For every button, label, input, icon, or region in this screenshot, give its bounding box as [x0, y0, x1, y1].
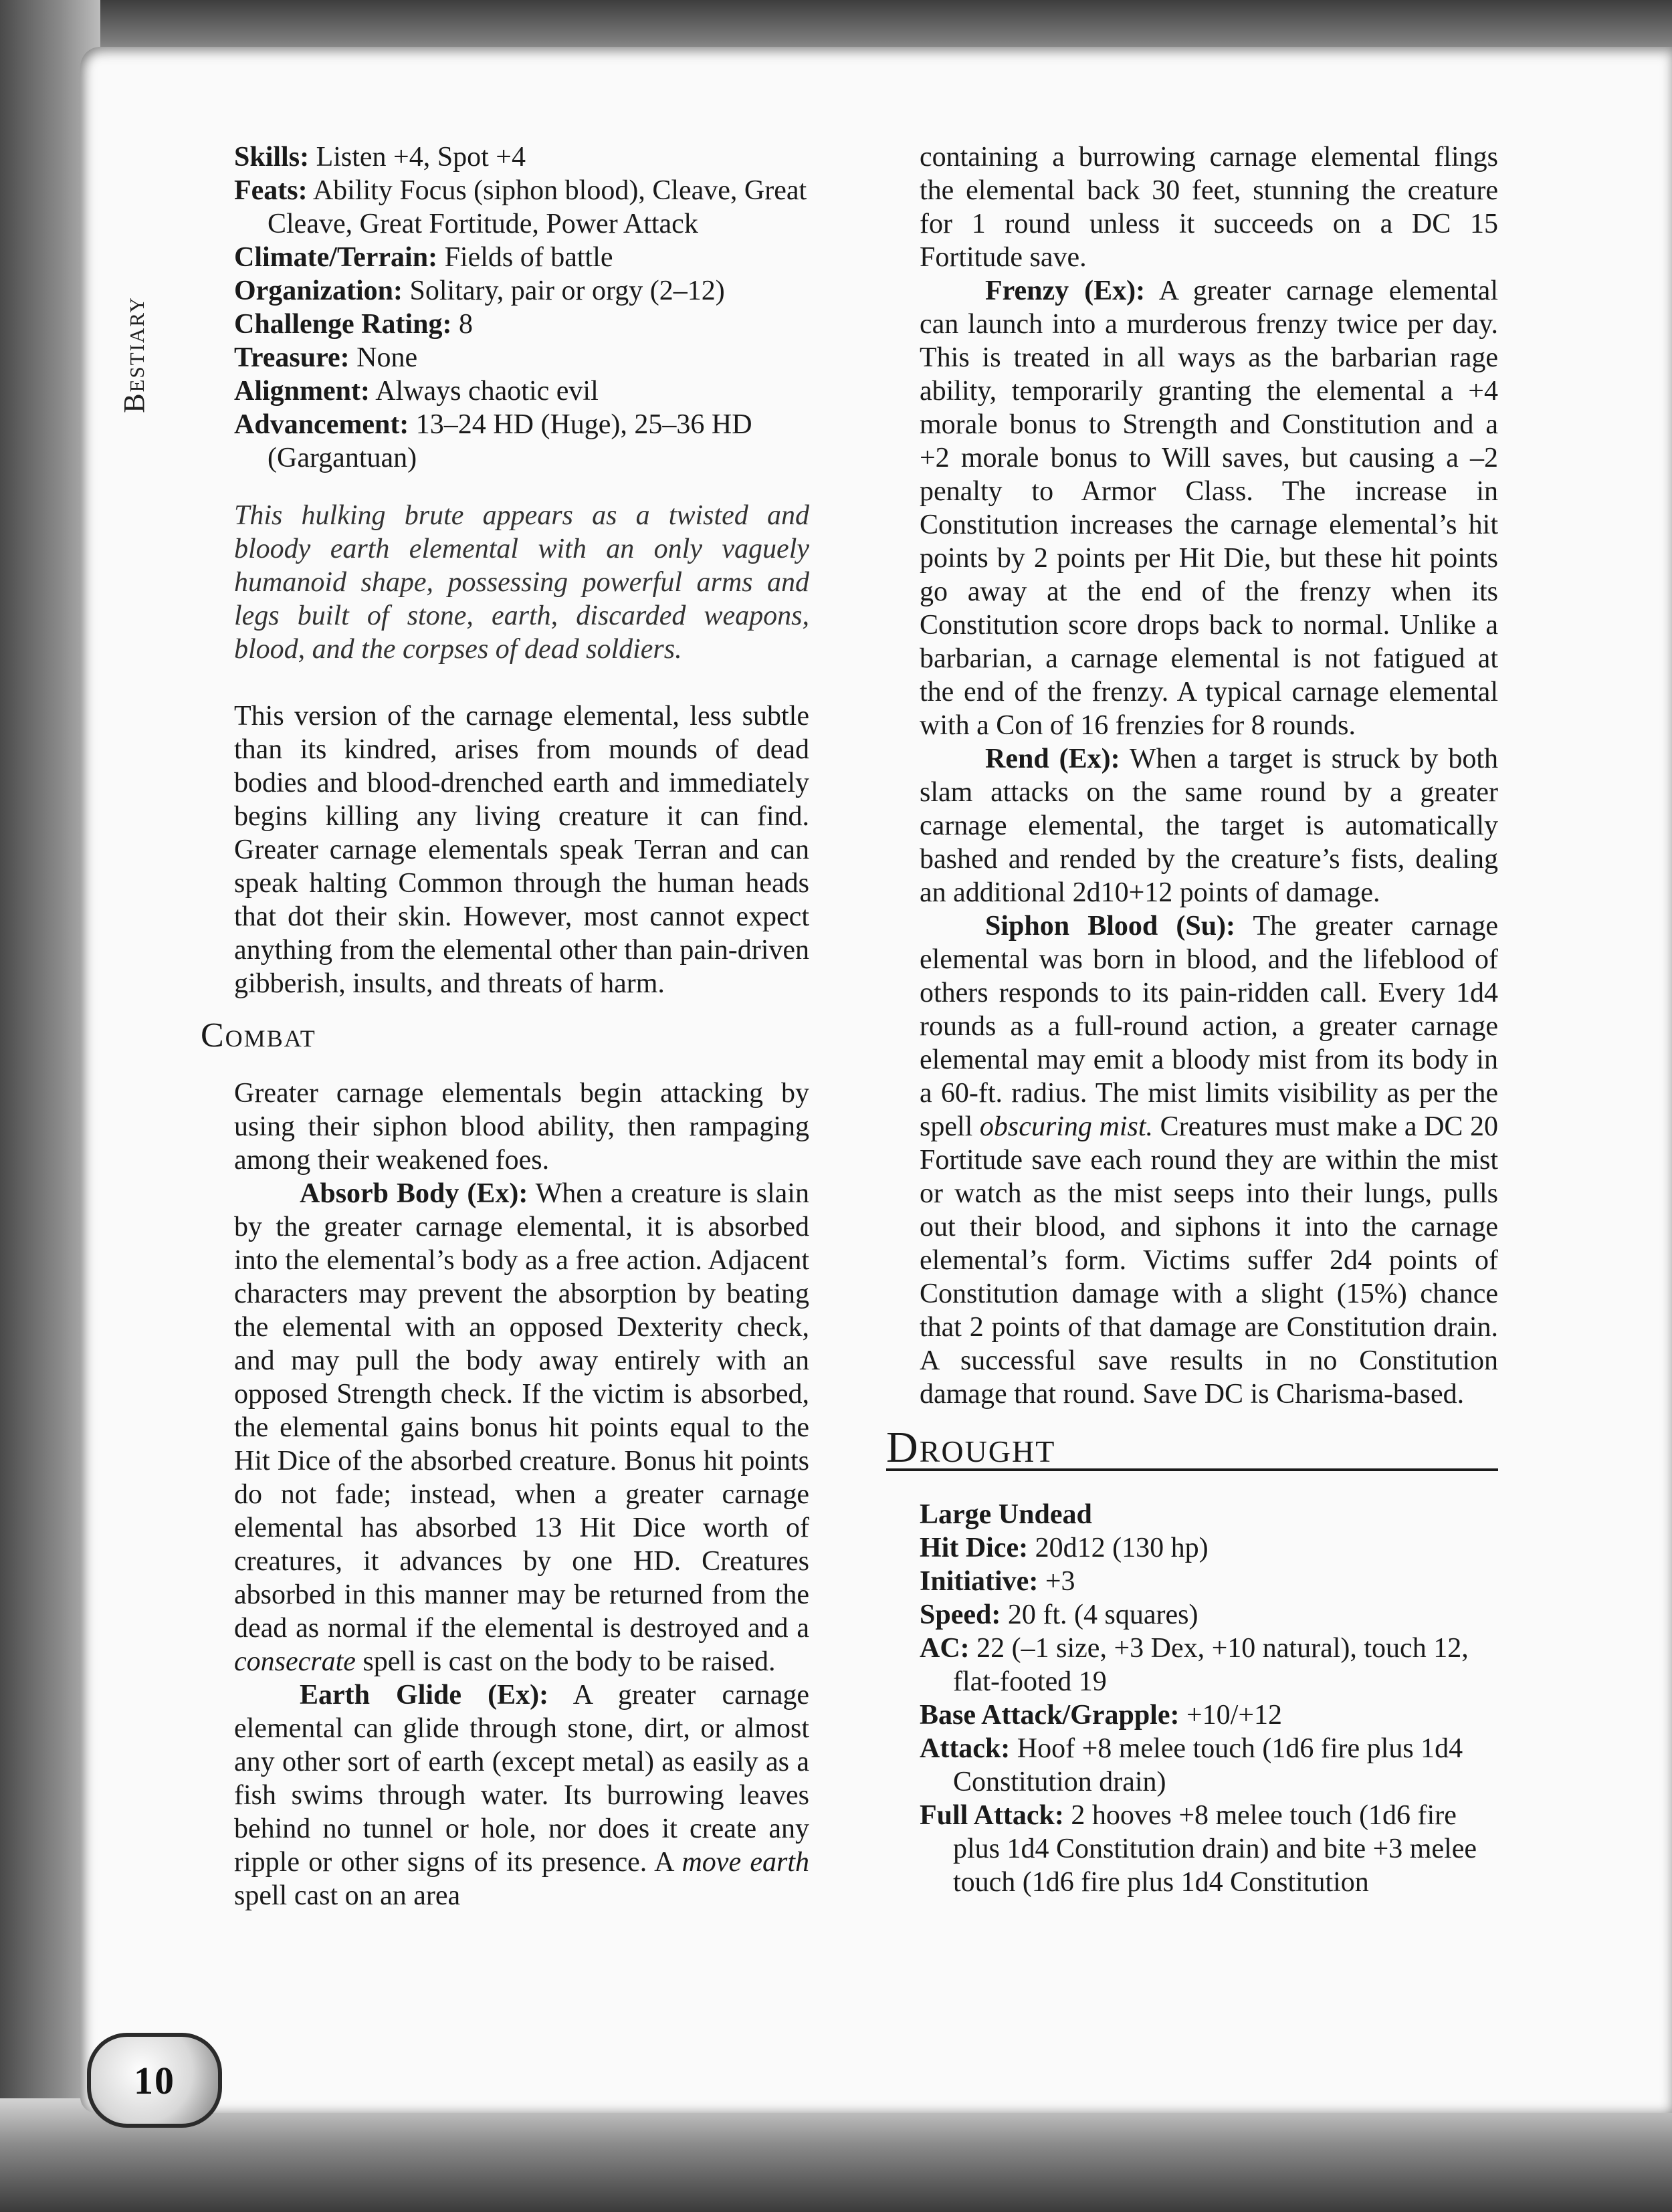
- page-frame-bottom: [0, 2098, 1672, 2212]
- stat-line: Feats: Ability Focus (siphon blood), Cleave, Great Cleave, Great Fortitude, Power Attack: [234, 175, 807, 239]
- rend-paragraph: Rend (Ex): When a target is struck by both slam attacks on the same round by a greater carnage elemental, the target is automatically bashed and rended by the creature’s fists, dealing an additional 2d10+12 points of damage.: [920, 744, 1498, 908]
- stat-line: Climate/Terrain: Fields of battle: [234, 242, 613, 273]
- absorb-body-paragraph: Absorb Body (Ex): When a creature is slain by the greater carnage elemental, it is absorbed into the elemental’s body as a free action. Adjacent characters may prevent the absorption by beating the elemental with an opposed Dexterity check, and may pull the body away entirely with an opposed Strength check. If the victim is absorbed, the elemental gains bonus hit points equal to the Hit Dice of the absorbed creature. Bonus hit points do not fade; instead, when a greater carnage elemental has absorbed 13 Hit Dice worth of creatures, it advances by one HD. Creatures absorbed in this manner may be returned from the dead as normal if the elemental is destroyed and a consecrate spell is cast on the body to be raised.: [234, 1178, 809, 1677]
- page-number: 10: [134, 2058, 175, 2102]
- stat-line: Advancement: 13–24 HD (Huge), 25–36 HD (Gargantuan): [234, 409, 752, 473]
- stat-line: Initiative: +3: [920, 1566, 1075, 1597]
- stat-line: Alignment: Always chaotic evil: [234, 376, 599, 407]
- page-number-badge: [87, 2033, 222, 2128]
- chapter-tab-label: Bestiary: [117, 296, 150, 413]
- continued-paragraph: containing a burrowing carnage elemental flings the elemental back 30 feet, stunning the creature for 1 round unless it succeeds on a DC 15 Fortitude save.: [920, 142, 1498, 273]
- combat-intro: Greater carnage elementals begin attacking by using their siphon blood ability, then rampaging among their weakened foes.: [234, 1078, 809, 1176]
- chapter-tab: [110, 281, 157, 428]
- stat-line: Skills: Listen +4, Spot +4: [234, 142, 526, 173]
- stat-line: Hit Dice: 20d12 (130 hp): [920, 1533, 1209, 1563]
- description-paragraph: This version of the carnage elemental, less subtle than its kindred, arises from mounds of dead bodies and blood-drenched earth and immediately begins killing any living creature it can find. Greater carnage elementals speak Terran and can speak halting Common through the human heads that dot their skin. However, most cannot expect anything from the elemental other than pain-driven gibberish, insults, and threats of harm.: [234, 701, 809, 999]
- flavor-text: This hulking brute appears as a twisted and bloody earth elemental with an only vaguely humanoid shape, possessing powerful arms and legs built of stone, earth, discarded weapons, blood, and the corpses of dead soldiers.: [234, 500, 809, 665]
- stat-line: Attack: Hoof +8 melee touch (1d6 fire plus 1d4 Constitution drain): [920, 1733, 1463, 1797]
- combat-heading: Combat: [201, 1016, 316, 1055]
- stat-line: Treasure: None: [234, 342, 418, 373]
- drought-heading: Drought: [886, 1431, 1498, 1471]
- stat-line: Speed: 20 ft. (4 squares): [920, 1599, 1198, 1630]
- right-column: [886, 140, 1499, 1899]
- stat-line: Full Attack: 2 hooves +8 melee touch (1d6 fire plus 1d4 Constitution drain) and bite +3 melee touch (1d6 fire plus 1d4 Constitution: [920, 1800, 1477, 1898]
- earth-glide-paragraph: Earth Glide (Ex): A greater carnage elemental can glide through stone, dirt, or almost any other sort of earth (except metal) as easily as a fish swims through water. Its burrowing leaves behind no tunnel or hole, nor does it create any ripple or other signs of its presence. A move earth spell cast on an area: [234, 1680, 810, 1911]
- creature-type: Large Undead: [920, 1499, 1092, 1530]
- stat-line: Organization: Solitary, pair or orgy (2–12): [234, 275, 725, 306]
- frenzy-paragraph: Frenzy (Ex): A greater carnage elemental can launch into a murderous frenzy twice per day. This is treated in all ways as the barbarian rage ability, temporarily granting the elemental a +4 morale bonus to Strength and Constitution and a +2 morale bonus to Will saves, but causing a –2 penalty to Armor Class. The increase in Constitution increases the carnage elemental’s hit points by 2 points per Hit Die, but these hit points go away at the end of the frenzy when its Constitution score drops back to normal. Unlike a barbarian, a carnage elemental is not fatigued at the end of the frenzy. A typical carnage elemental with a Con of 16 frenzies for 8 rounds.: [920, 275, 1498, 741]
- left-column: [201, 140, 810, 1912]
- stat-line: AC: 22 (–1 size, +3 Dex, +10 natural), touch 12, flat-footed 19: [920, 1633, 1469, 1697]
- stat-line: Base Attack/Grapple: +10/+12: [920, 1700, 1283, 1731]
- stat-line: Challenge Rating: 8: [234, 309, 473, 340]
- siphon-blood-paragraph: Siphon Blood (Su): The greater carnage elemental was born in blood, and the lifeblood of others responds to its pain-ridden call. Every 1d4 rounds as a full-round action, a greater carnage elemental may emit a bloody mist from its body in a 60-ft. radius. The mist limits visibility as per the spell obscuring mist. Creatures must make a DC 20 Fortitude save each round they are within the mist or watch as the mist seeps into their lungs, pulls out their blood, and siphons it into the carnage elemental’s form. Victims suffer 2d4 points of Constitution damage with a slight (15%) chance that 2 points of that damage are Constitution drain. A successful save results in no Constitution damage that round. Save DC is Charisma-based.: [920, 911, 1499, 1410]
